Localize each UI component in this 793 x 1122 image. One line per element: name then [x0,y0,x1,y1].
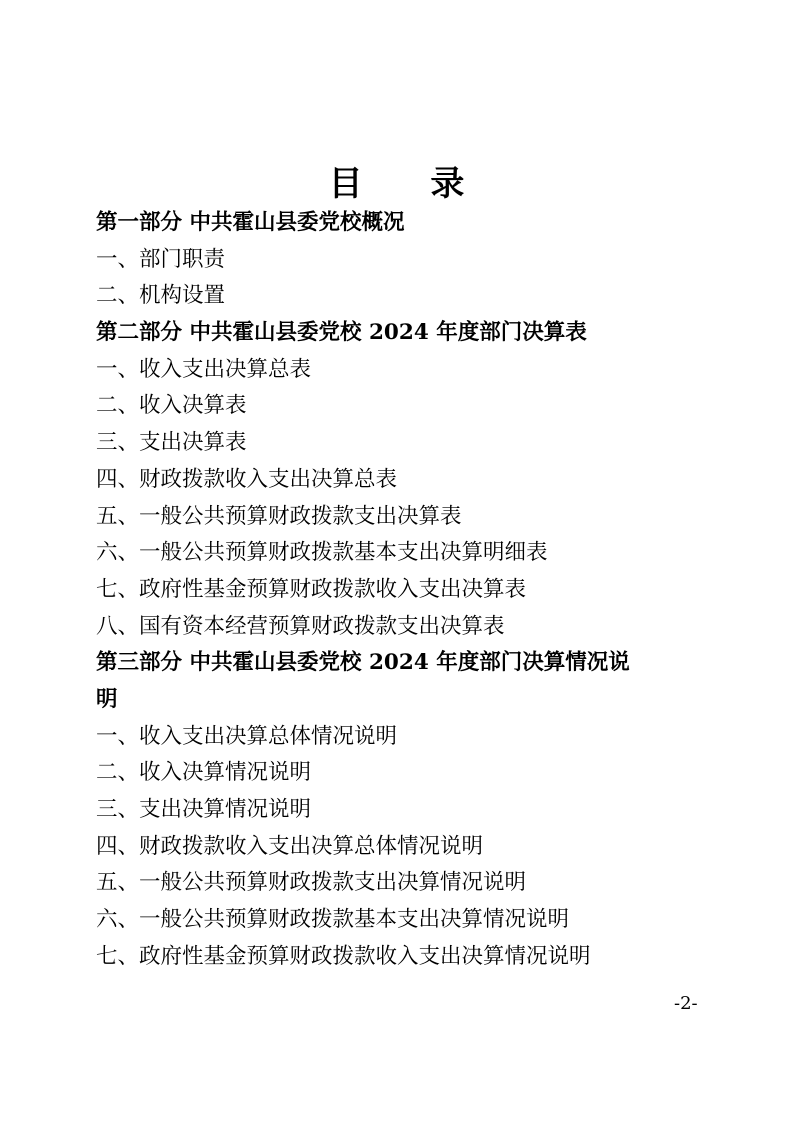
toc-part1-item-1: 一、部门职责 [96,246,226,272]
table-of-contents [96,205,696,975]
toc-part1-item-2: 二、机构设置 [96,283,226,309]
toc-part3-item-2: 二、收入决算情况说明 [96,760,312,786]
page-title: 目 录 [328,164,493,204]
toc-part2-item-7: 七、政府性基金预算财政拨款收入支出决算表 [96,576,527,602]
toc-part3-item-4: 四、财政拨款收入支出决算总体情况说明 [96,833,484,859]
toc-part3-item-5: 五、一般公共预算财政拨款支出决算情况说明 [96,870,527,896]
toc-part2-item-6: 六、一般公共预算财政拨款基本支出决算明细表 [96,540,548,566]
toc-part2-heading: 第二部分 中共霍山县委党校 2024 年度部门决算表 [96,320,587,346]
toc-part2-item-2: 二、收入决算表 [96,393,247,419]
toc-part3-heading-line1: 第三部分 中共霍山县委党校 2024 年度部门决算情况说 [96,650,630,676]
toc-part3-item-7: 七、政府性基金预算财政拨款收入支出决算情况说明 [96,943,591,969]
toc-part2-item-3: 三、支出决算表 [96,430,247,456]
toc-part3-item-3: 三、支出决算情况说明 [96,797,312,822]
toc-part2-item-5: 五、一般公共预算财政拨款支出决算表 [96,503,462,529]
toc-part3-item-1: 一、收入支出决算总体情况说明 [96,723,398,749]
page-number: -2- [674,993,698,1014]
toc-part3-heading-line2: 明 [96,686,118,712]
toc-part2-item-4: 四、财政拨款收入支出决算总表 [96,466,398,492]
toc-part2-item-1: 一、收入支出决算总表 [96,356,312,382]
toc-part2-item-8: 八、国有资本经营预算财政拨款支出决算表 [96,613,505,639]
toc-part3-item-6: 六、一般公共预算财政拨款基本支出决算情况说明 [96,907,570,933]
toc-part1-heading: 第一部分 中共霍山县委党校概况 [96,210,405,235]
